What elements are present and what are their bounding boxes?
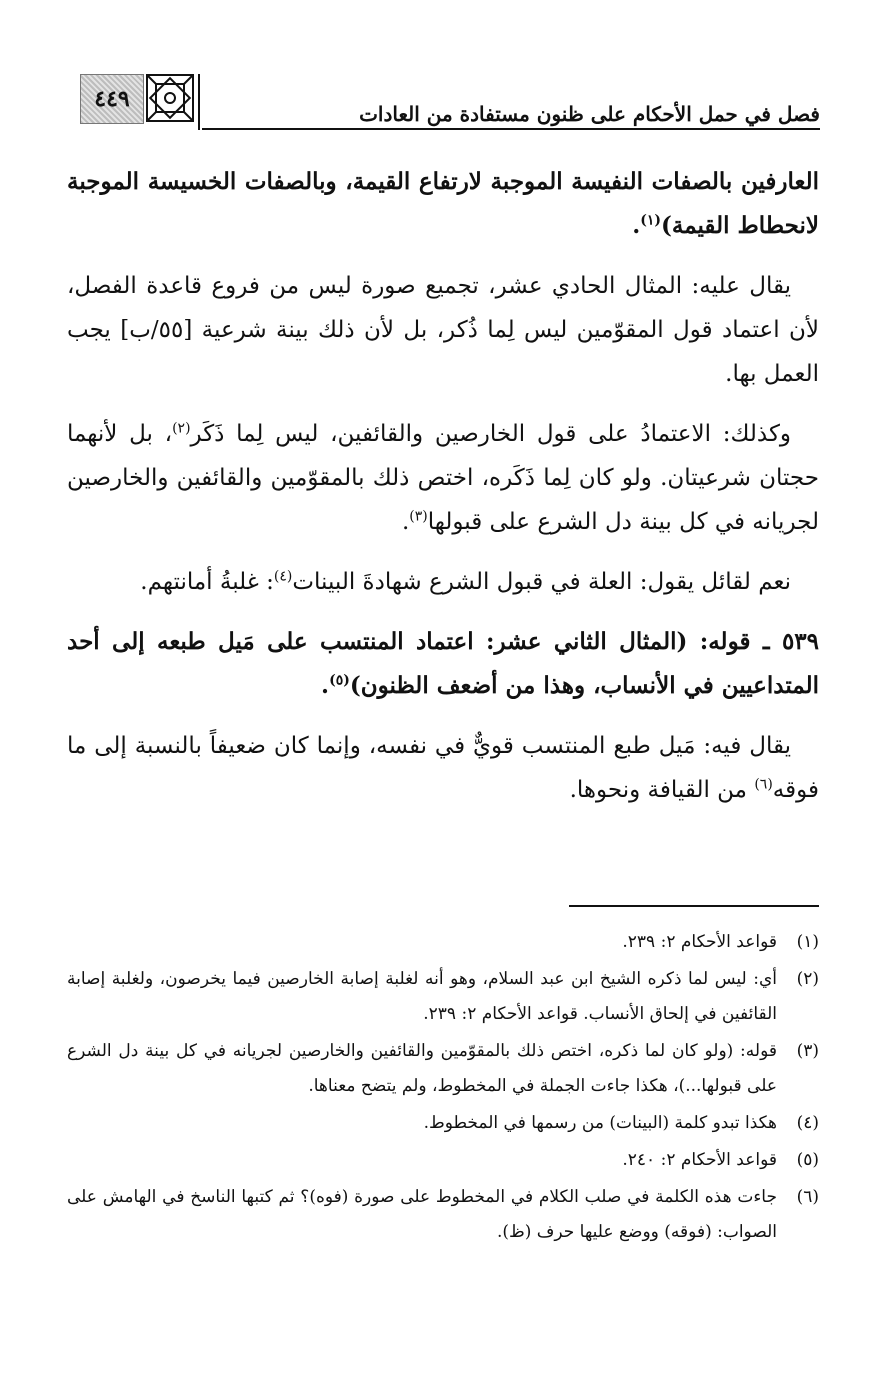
footnote-text: أي: ليس لما ذكره الشيخ ابن عبد السلام، وهو أنه لغلبة إصابة الخارصين فيما يخرصون، ولغلبة إصابة القائفين في إلحاق الأنساب. قواعد الأحكام ٢: ٢٣٩.: [67, 969, 777, 1024]
footnote-text: قواعد الأحكام ٢: ٢٣٩.: [622, 932, 777, 952]
footnote: [67, 1143, 819, 1178]
footnote-ref: (٤): [273, 568, 293, 585]
page-number: ٤٤٩: [80, 74, 144, 124]
paragraph-5: ٥٣٩ ـ قوله: (المثال الثاني عشر: اعتماد المنتسب على مَيل طبعه إلى أحد المتداعيين في الأنساب، وهذا من أضعف الظنون)$^{(٥)}$.: [67, 628, 819, 699]
footnote: [67, 925, 819, 960]
footnote-number: (٢): [796, 969, 819, 989]
footnote-text: جاءت هذه الكلمة في صلب الكلام في المخطوط على صورة (فوه)؟ ثم كتبها الناسخ في الهامش على الصواب: (فوقه) ووضع عليها حرف (ظ).: [67, 1187, 777, 1242]
header-divider: [198, 74, 200, 130]
ornament-icon: [146, 74, 194, 122]
footnote-number: (١): [796, 932, 819, 952]
paragraph-6: يقال فيه: مَيل طبع المنتسب قويٌّ في نفسه، وإنما كان ضعيفاً بالنسبة إلى ما فوقه$^{(٦)}$ من القيافة ونحوها.: [67, 733, 819, 803]
footnote-number: (٤): [796, 1113, 819, 1133]
paragraph-3: وكذلك: الاعتمادُ على قول الخارصين والقائفين، ليس لِما ذَكَر$^{(٢)}$، بل لأنهما حجتان شرعيتان. ولو كان لِما ذَكَره، اختص ذلك بالمقوّمين والقائفين والخارصين لجريانه في كل بينة دل الشرع على قبولها$^{(٣)}$.: [67, 420, 819, 535]
running-title: فصل في حمل الأحكام على ظنون مستفادة من العادات: [359, 102, 820, 126]
footnotes: [67, 925, 819, 1252]
footnote-text: هكذا تبدو كلمة (البينات) من رسمها في المخطوط.: [423, 1113, 777, 1133]
footnote-text: قواعد الأحكام ٢: ٢٤٠.: [622, 1150, 777, 1170]
paragraph-2: يقال عليه: المثال الحادي عشر، تجميع صورة ليس من فروع قاعدة الفصل، لأن اعتماد قول المقوّمين ليس لِما ذُكر، بل لأن ذلك بينة شرعية [٥٥/ب] يجب العمل بها.: [67, 273, 819, 387]
paragraph-4: نعم لقائل يقول: العلة في قبول الشرع شهادةَ البينات$^{(٤)}$: غلبةُ أمانتهم.: [140, 568, 791, 595]
footnote-number: (٥): [796, 1150, 819, 1170]
paragraph-1: العارفين بالصفات النفيسة الموجبة لارتفاع القيمة، وبالصفات الخسيسة الموجبة لانحطاط القيمة)$^{(١)}$.: [67, 168, 819, 239]
footnote: [67, 1034, 819, 1104]
footnote-ref: (٥): [329, 672, 350, 689]
footnote-ref: (٢): [172, 420, 191, 437]
footnote-ref: (١): [640, 212, 661, 229]
page-header: [80, 72, 820, 130]
footnote-number: (٣): [796, 1041, 819, 1061]
footnote-text: قوله: (ولو كان لما ذكره، اختص ذلك بالمقوّمين والقائفين والخارصين لجريانه في كل بينة دل الشرع على قبولها...)، هكذا جاءت الجملة في المخطوط، ولم يتضح معناها.: [67, 1041, 777, 1096]
footnote-ref: (٣): [409, 508, 428, 525]
footnote: [67, 1106, 819, 1141]
footnote-ref: (٦): [754, 776, 773, 793]
footnote-separator: [569, 905, 819, 907]
footnote: [67, 962, 819, 1032]
main-text: [67, 160, 819, 828]
footnote: [67, 1180, 819, 1250]
footnote-number: (٦): [796, 1187, 819, 1207]
header-rule: [202, 128, 820, 130]
